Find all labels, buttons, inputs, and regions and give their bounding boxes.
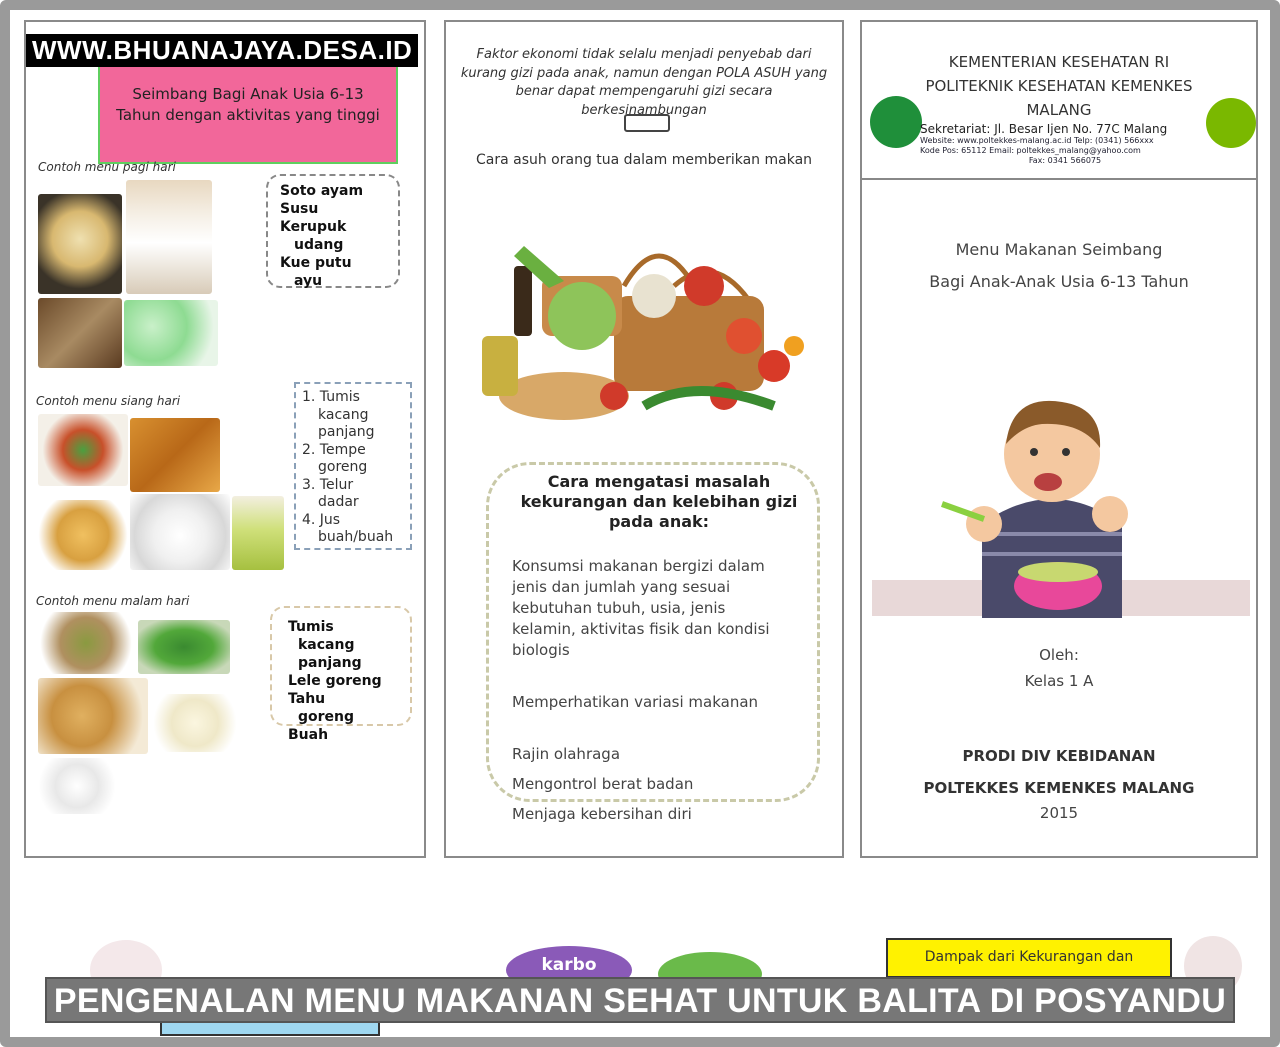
telur-dadar-photo (38, 500, 128, 570)
juice-photo (232, 496, 284, 570)
night-menu-list (288, 618, 382, 744)
header-line: POLITEKNIK KESEHATAN KEMENKES (925, 77, 1193, 95)
noon-item: 1. Tumis (302, 389, 360, 405)
intro-text: Faktor ekonomi tidak selalu menjadi penyebab dari kurang gizi pada anak, namun dengan POLA ASUH yang benar dapat mempengaruhi gizi secara berkesinambungan (460, 47, 828, 118)
tips-title: Cara mengatasi masalah kekurangan dan kelebihan gizi pada anak: (520, 472, 798, 531)
night-menu-label: Contoh menu malam hari (36, 594, 190, 608)
title-line: Bagi Anak-Anak Usia 6-13 Tahun (929, 272, 1189, 291)
greens-photo (138, 620, 230, 674)
header-line: MALANG (1026, 101, 1092, 119)
morning-item: Kerupuk (280, 219, 347, 235)
yellow-info-box: Dampak dari Kekurangan dan (886, 938, 1172, 978)
address-detail: Fax: 0341 566075 (1028, 156, 1102, 165)
middle-panel (444, 20, 844, 858)
morning-item: Susu (280, 201, 319, 217)
noon-menu-label: Contoh menu siang hari (36, 394, 181, 408)
tip-text: Memperhatikan variasi makanan (512, 693, 759, 711)
site-watermark: WWW.BHUANAJAYA.DESA.ID (26, 34, 418, 67)
tip-item (512, 556, 784, 661)
tumis-kacang-photo (38, 414, 128, 486)
tahu-goreng-photo (38, 678, 148, 754)
class-label: Kelas 1 A (1024, 672, 1094, 690)
child-eating-illustration (872, 374, 1250, 618)
header-divider (862, 178, 1256, 180)
author-block (862, 642, 1256, 694)
tip-text: Konsumsi makanan bergizi dalam jenis dan jumlah yang sesuai kebutuhan tubuh, usia, jenis kelamin, aktivitas fisik dan kondisi biologis (512, 557, 770, 659)
noon-item: buah/buah (318, 529, 394, 545)
kemenkes-logo (870, 96, 922, 148)
oleh-label: Oleh: (1039, 646, 1079, 664)
pink-title: Seimbang Bagi Anak Usia 6-13 Tahun dengan aktivitas yang tinggi (116, 85, 380, 124)
night-item: Buah (288, 727, 329, 743)
rice-bowl-photo (38, 758, 116, 814)
noon-item: dadar (318, 494, 359, 510)
morning-item: ayu (294, 273, 323, 289)
noon-item: kacang (318, 406, 369, 423)
vegetable-basket-illustration (474, 226, 814, 426)
night-item: Tahu (288, 691, 326, 707)
middle-caption: Cara asuh orang tua dalam memberikan makan (475, 152, 813, 168)
year-label: 2015 (1039, 804, 1079, 822)
tip-item: Rajin olahraga (512, 745, 621, 763)
night-item: panjang (298, 655, 362, 671)
title-banner (45, 977, 1235, 1023)
morning-menu-list (280, 182, 363, 290)
noon-item: 3. Telur (302, 476, 354, 493)
address-block (920, 122, 1210, 166)
morning-item: udang (294, 237, 344, 253)
noon-item: panjang (318, 424, 375, 440)
address-detail: Kode Pos: 65112 Email: poltekkes_malang@yahoo.com (920, 146, 1141, 155)
header-line: KEMENTERIAN KESEHATAN RI (948, 53, 1170, 71)
kerupuk-photo (38, 298, 122, 368)
brochure-title (862, 234, 1256, 298)
soto-ayam-photo (38, 194, 122, 294)
night-item: kacang (298, 637, 355, 653)
kue-putu-photo (124, 300, 218, 366)
prodi-line: PRODI DIV KEBIDANAN (962, 747, 1156, 765)
tip-item: Mengontrol berat badan (512, 775, 694, 793)
morning-item: Soto ayam (280, 183, 364, 199)
rice-photo (130, 494, 230, 570)
night-item: Tumis (288, 619, 334, 635)
night-item: goreng (298, 709, 355, 725)
title-line: Menu Makanan Seimbang (955, 240, 1163, 259)
morning-menu-label: Contoh menu pagi hari (38, 160, 176, 174)
noon-menu-list (302, 389, 393, 547)
address-line: Sekretariat: Jl. Besar Ijen No. 77C Malang (920, 122, 1168, 136)
karbo-bubble: karbo (506, 946, 632, 994)
noon-item: 4. Jus (302, 511, 341, 528)
poltekkes-logo (1206, 98, 1256, 148)
address-detail: Website: www.poltekkes-malang.ac.id Telp: (0341) 566xxx (920, 136, 1154, 145)
tip-item (512, 692, 762, 713)
small-frame-icon (624, 114, 670, 132)
tip-item: Menjaga kebersihan diri (512, 805, 692, 823)
noon-item: 2. Tempe (302, 441, 366, 458)
institution-block (862, 740, 1256, 804)
left-panel (24, 20, 426, 858)
fruit-photo (152, 694, 238, 752)
banner-title: PENGENALAN MENU MAKANAN SEHAT UNTUK BALITA DI POSYANDU (53, 982, 1227, 1020)
right-panel (860, 20, 1258, 858)
night-item: Lele goreng (288, 673, 382, 689)
prodi-line: POLTEKKES KEMENKES MALANG (923, 779, 1195, 797)
tempe-goreng-photo (130, 418, 220, 492)
tumis-photo (38, 612, 134, 674)
milk-photo (126, 180, 212, 294)
pink-title-box (98, 52, 398, 164)
morning-item: Kue putu (280, 255, 352, 271)
ministry-header (882, 50, 1236, 122)
noon-item: goreng (318, 459, 368, 475)
